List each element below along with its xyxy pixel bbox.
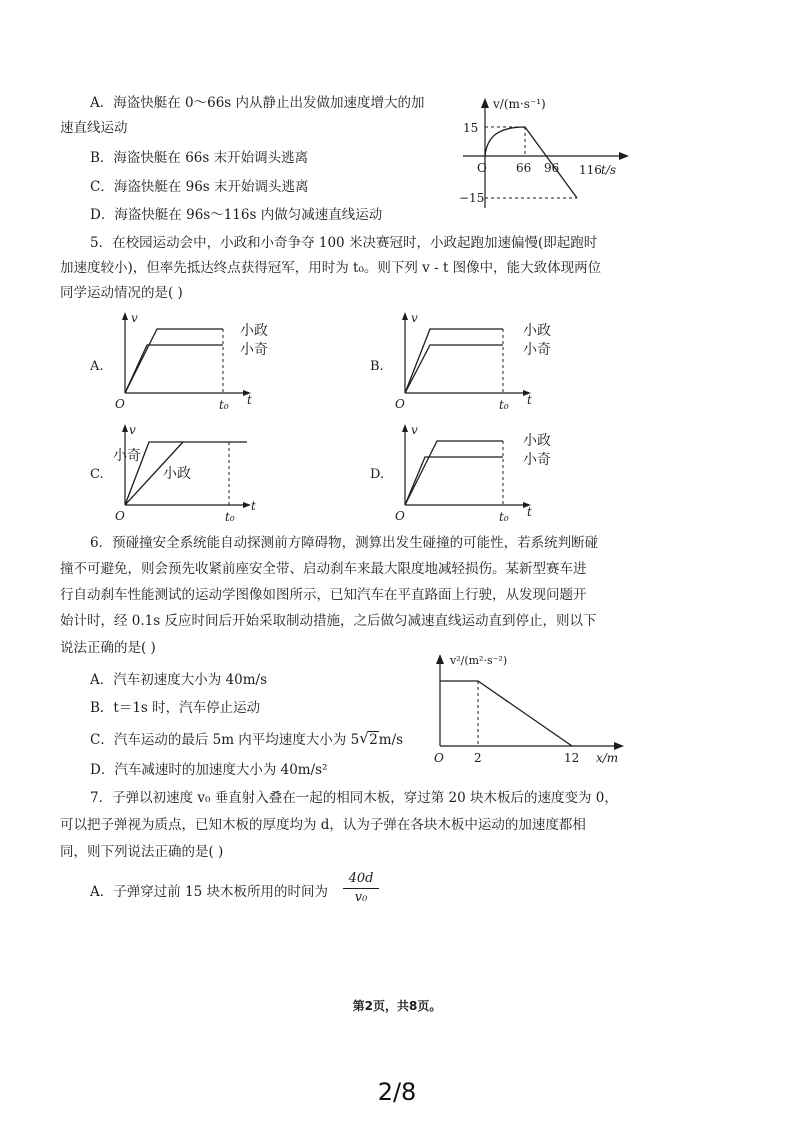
q6-line3: 行自动刹车性能测试的运动学图像如图所示，已知汽车在平直路面上行驶，从发现问题开 <box>60 587 587 603</box>
q5-d-t0: t₀ <box>499 510 509 524</box>
q6-x12: 12 <box>564 751 580 765</box>
q5-a-v: v <box>131 311 138 325</box>
q4-x-arrow <box>619 152 629 160</box>
q5-b-line-top <box>405 329 503 393</box>
page-footer: 第2页，共8页。 <box>352 999 442 1013</box>
q4-x66: 66 <box>516 161 532 175</box>
sqrt-sign-icon: √ <box>359 729 369 747</box>
q6-origin: O <box>434 751 444 765</box>
q6-option-c-text: C．汽车运动的最后 5m 内平均速度大小为 <box>90 732 351 748</box>
q5-c-yarrow <box>122 424 128 432</box>
q4-x96: 96 <box>544 161 560 175</box>
q5-graph-c <box>85 420 375 530</box>
q5-a-t0: t₀ <box>219 398 229 412</box>
q5-c-t0: t₀ <box>225 510 235 524</box>
q5-a-letter: A. <box>90 359 104 374</box>
q6-ylabel: v²/(m²·s⁻²) <box>450 654 508 667</box>
q6-line2: 撞不可避免，则会预先收紧前座安全带、启动刹车来最大限度地减轻损伤。某新型赛车进 <box>60 561 587 577</box>
q7-line3: 同，则下列说法正确的是( ) <box>60 844 224 860</box>
q5-c-letter: C. <box>90 467 104 482</box>
q5-c-label-top: 小奇 <box>113 448 141 464</box>
q5-line3: 同学运动情况的是( ) <box>60 285 183 301</box>
q5-c-xarrow <box>243 502 251 508</box>
q6-option-d: D．汽车减速时的加速度大小为 40m/s² <box>90 762 328 778</box>
q6-xlabel: x/m <box>596 751 619 765</box>
q5-d-v: v <box>411 423 418 437</box>
q6-option-c-root <box>359 730 379 750</box>
q7-option-a-fraction <box>343 870 379 907</box>
q5-c-t: t <box>251 499 256 513</box>
q6-x2: 2 <box>474 751 482 765</box>
q5-line1: 5．在校园运动会中，小政和小奇争夺 100 米决赛冠时，小政起跑加速偏慢(即起跑时 <box>90 235 598 251</box>
q4-x116: 116 <box>579 163 602 177</box>
q5-b-label-bottom: 小奇 <box>523 342 551 358</box>
q5-b-t0: t₀ <box>499 398 509 412</box>
q5-c-o: O <box>115 509 125 523</box>
q4-option-b: B．海盗快艇在 66s 末开始调头逃离 <box>90 150 309 166</box>
q4-xlabel: t/s <box>601 163 617 177</box>
q5-d-o: O <box>395 509 405 523</box>
q5-b-line-bottom <box>405 345 503 393</box>
q5-a-label-bottom: 小奇 <box>240 342 268 358</box>
q5-graph-b <box>365 308 655 418</box>
q4-option-c: C．海盗快艇在 96s 末开始调头逃离 <box>90 179 309 195</box>
q5-a-line-bottom <box>125 345 223 393</box>
q4-option-a-line1: A．海盗快艇在 0～66s 内从静止出发做加速度增大的加 <box>90 95 425 111</box>
q6-line <box>440 681 572 746</box>
q4-y15: 15 <box>463 121 479 135</box>
q6-option-c-unit: m/s <box>378 732 404 748</box>
q6-v2x-graph <box>420 648 630 773</box>
q5-a-t: t <box>247 393 252 407</box>
q4-ylabel: v/(m·s⁻¹) <box>493 97 546 111</box>
q7-line2: 可以把子弹视为质点，已知木板的厚度均为 d，认为子弹在各块木板中运动的加速度都相 <box>60 817 586 833</box>
q6-line4: 始计时，经 0.1s 反应时间后开始采取制动措施，之后做匀减速直线运动直到停止，则以下 <box>60 613 597 629</box>
page-indicator: 2/8 <box>377 1078 417 1106</box>
q7-line1: 7．子弹以初速度 v₀ 垂直射入叠在一起的相同木板，穿过第 20 块木板后的速度变为 0， <box>90 790 618 806</box>
q6-option-c-radicand: 2 <box>369 732 378 748</box>
q5-a-yarrow <box>122 312 128 320</box>
q6-y-arrow <box>436 654 444 664</box>
q4-y-arrow <box>481 98 489 108</box>
q6-x-arrow <box>614 742 624 750</box>
q5-d-t: t <box>527 505 532 519</box>
q4-origin: O <box>477 161 487 175</box>
q5-b-letter: B. <box>370 359 384 374</box>
q6-option-a: A．汽车初速度大小为 40m/s <box>90 672 267 688</box>
q7-fraction-numerator: 40d <box>343 870 379 889</box>
q5-d-label-top: 小政 <box>523 433 551 449</box>
q5-d-line-top <box>405 441 503 505</box>
q4-option-a-line2: 速直线运动 <box>60 120 128 136</box>
q5-c-v: v <box>129 423 136 437</box>
q5-a-o: O <box>115 397 125 411</box>
q5-d-line-bottom <box>405 457 503 505</box>
q6-option-c <box>90 730 403 750</box>
q5-b-label-top: 小政 <box>523 323 551 339</box>
q5-a-label-top: 小政 <box>240 323 268 339</box>
q7-option-a: A．子弹穿过前 15 块木板所用的时间为 <box>90 884 329 900</box>
q5-d-label-bottom: 小奇 <box>523 452 551 468</box>
q5-d-yarrow <box>402 424 408 432</box>
q4-option-d: D．海盗快艇在 96s～116s 内做匀减速直线运动 <box>90 207 383 223</box>
q5-b-t: t <box>527 393 532 407</box>
q5-b-yarrow <box>402 312 408 320</box>
q6-line5: 说法正确的是( ) <box>60 640 156 656</box>
q5-b-v: v <box>411 311 418 325</box>
q5-graph-a <box>85 308 375 418</box>
q6-option-c-coef: 5 <box>350 732 360 748</box>
q4-yneg15: −15 <box>459 191 485 205</box>
q4-vt-graph <box>455 92 635 212</box>
q6-option-b: B．t＝1s 时，汽车停止运动 <box>90 700 261 716</box>
q5-d-letter: D. <box>370 467 385 482</box>
q5-graph-d <box>365 420 655 530</box>
q5-b-o: O <box>395 397 405 411</box>
q6-line1: 6．预碰撞安全系统能自动探测前方障碍物，测算出发生碰撞的可能性，若系统判断碰 <box>90 535 599 551</box>
q5-c-label-bottom: 小政 <box>163 466 191 482</box>
q5-line2: 加速度较小)，但率先抵达终点获得冠军，用时为 t₀。则下列 v - t 图像中，能大致体现两位 <box>60 260 602 276</box>
q7-fraction-denominator: v₀ <box>354 890 368 905</box>
